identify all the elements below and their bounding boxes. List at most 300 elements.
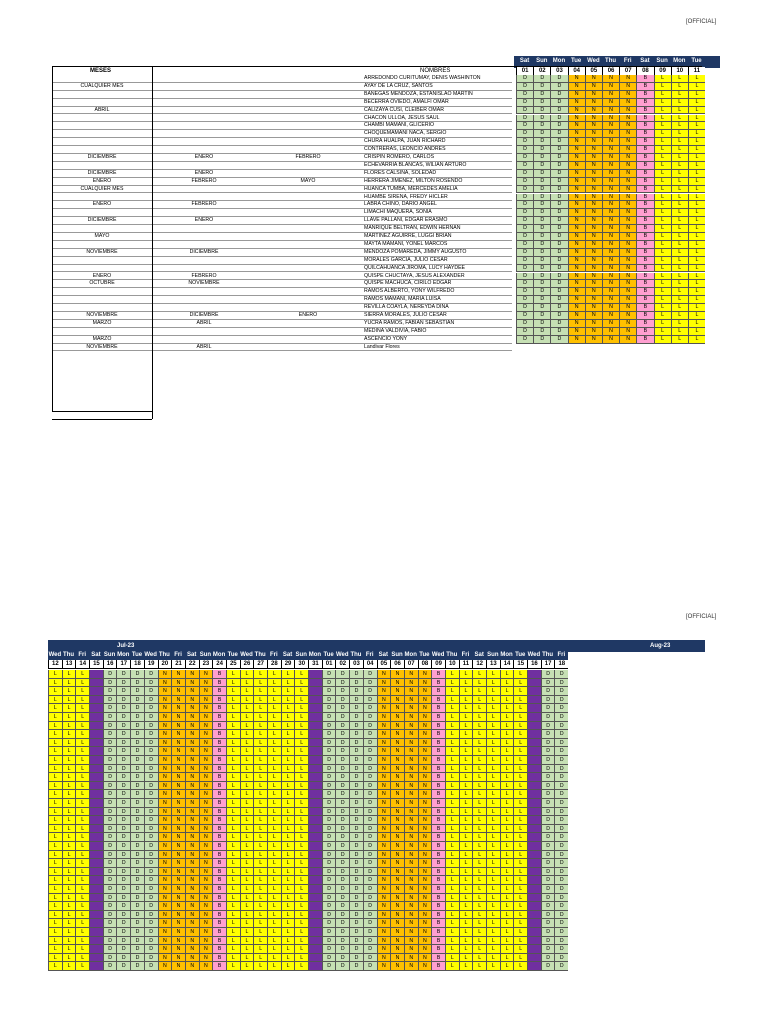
shift-cell: S [308, 704, 322, 713]
shift-cell: N [568, 249, 585, 257]
shift-cell: D [554, 911, 568, 920]
shift-cell: L [688, 328, 705, 336]
shift-cell: D [550, 138, 567, 146]
shift-cell: D [363, 894, 377, 903]
shift-cell: L [281, 773, 295, 782]
shift-cell: L [513, 868, 527, 877]
shift-cell: L [445, 911, 459, 920]
shift-cell: D [363, 730, 377, 739]
month-cell-2: FEBRERO [191, 272, 217, 279]
shift-cell: D [130, 713, 144, 722]
calendar-row [48, 782, 568, 791]
shift-cell: N [619, 233, 636, 241]
shift-cell: B [212, 885, 226, 894]
shift-cell: L [671, 107, 688, 115]
shift-cell: D [533, 75, 550, 83]
shift-cell: L [459, 765, 473, 774]
shift-cell: L [472, 670, 486, 679]
shift-cell: L [75, 687, 89, 696]
shift-cell: D [130, 851, 144, 860]
shift-cell: B [431, 756, 445, 765]
shift-cell: B [212, 919, 226, 928]
shift-cell: N [404, 808, 418, 817]
shift-cell: L [513, 808, 527, 817]
shift-cell: N [185, 919, 199, 928]
shift-cell: D [116, 919, 130, 928]
shift-cell: L [688, 162, 705, 170]
shift-cell: D [103, 687, 117, 696]
table-row [52, 162, 512, 170]
shift-cell: S [89, 713, 103, 722]
shift-cell: L [500, 799, 514, 808]
shift-cell: D [322, 670, 336, 679]
shift-cell: N [568, 225, 585, 233]
shift-cell: N [377, 730, 391, 739]
shift-cell: B [636, 296, 653, 304]
shift-cell: S [527, 945, 541, 954]
shift-cell: L [459, 833, 473, 842]
shift-cell: D [516, 138, 533, 146]
shift-cell: D [322, 816, 336, 825]
shift-cell: D [541, 765, 555, 774]
shift-cell: L [62, 851, 76, 860]
shift-cell: B [431, 739, 445, 748]
shift-cell: L [671, 91, 688, 99]
table-row [52, 154, 512, 162]
shift-cell: L [226, 713, 240, 722]
month-cell-3: ENERO [298, 312, 318, 318]
shift-cell: D [363, 808, 377, 817]
shift-cell: L [500, 937, 514, 946]
shift-cell: L [459, 825, 473, 834]
shift-cell: S [527, 808, 541, 817]
shift-cell: S [308, 894, 322, 903]
shift-cell: L [253, 747, 267, 756]
employee-name: REVILLA COAYLA, NEREYDA DINA [364, 304, 449, 311]
shift-cell: D [335, 739, 349, 748]
shift-cell: L [281, 782, 295, 791]
date-cell: 15 [89, 660, 103, 669]
shift-row [516, 241, 705, 249]
shift-cell: D [554, 739, 568, 748]
shift-cell: L [486, 765, 500, 774]
shift-cell: L [445, 808, 459, 817]
shift-cell: D [516, 312, 533, 320]
shift-cell: D [130, 782, 144, 791]
shift-cell: N [585, 217, 602, 225]
shift-cell: L [75, 670, 89, 679]
date-cell: 16 [103, 660, 117, 669]
shift-cell: L [62, 937, 76, 946]
shift-cell: N [418, 928, 432, 937]
shift-cell: B [431, 962, 445, 971]
shift-cell: L [62, 894, 76, 903]
shift-cell: D [349, 782, 363, 791]
shift-cell: S [89, 722, 103, 731]
shift-cell: L [513, 799, 527, 808]
shift-cell: N [602, 280, 619, 288]
shift-cell: N [185, 722, 199, 731]
shift-cell: L [486, 704, 500, 713]
date-cell: 08 [636, 67, 653, 75]
shift-cell: B [431, 747, 445, 756]
employee-name: LLAVE PALLANI, EDGAR ERASMO [364, 217, 448, 224]
shift-cell: L [240, 945, 254, 954]
shift-cell: L [75, 696, 89, 705]
shift-cell: L [253, 687, 267, 696]
shift-cell: N [390, 902, 404, 911]
official-label-top: [OFFICIAL] [686, 19, 717, 25]
shift-cell: N [199, 945, 213, 954]
shift-cell: N [619, 312, 636, 320]
shift-cell: N [568, 99, 585, 107]
weekday-cell: Sat [282, 652, 293, 658]
shift-cell: D [550, 288, 567, 296]
shift-cell: D [554, 799, 568, 808]
shift-cell: L [654, 336, 671, 344]
shift-cell: N [158, 722, 172, 731]
shift-cell: D [322, 911, 336, 920]
shift-cell: L [500, 902, 514, 911]
shift-cell: N [390, 747, 404, 756]
shift-cell: D [322, 808, 336, 817]
shift-cell: N [185, 799, 199, 808]
calendar-row [48, 945, 568, 954]
shift-cell: N [568, 138, 585, 146]
shift-cell: S [89, 687, 103, 696]
shift-cell: L [240, 773, 254, 782]
shift-cell: D [116, 722, 130, 731]
shift-cell: S [308, 825, 322, 834]
shift-cell: D [516, 217, 533, 225]
shift-cell: N [377, 782, 391, 791]
shift-cell: B [431, 876, 445, 885]
shift-cell: D [144, 730, 158, 739]
shift-cell: S [308, 851, 322, 860]
shift-cell: L [48, 679, 62, 688]
shift-cell: B [636, 130, 653, 138]
shift-cell: L [654, 138, 671, 146]
date-cell: 13 [62, 660, 76, 669]
shift-cell: N [404, 773, 418, 782]
shift-cell: L [459, 842, 473, 851]
shift-cell: N [602, 273, 619, 281]
shift-row [516, 194, 705, 202]
shift-cell: L [500, 756, 514, 765]
shift-cell: N [199, 722, 213, 731]
shift-cell: D [103, 790, 117, 799]
shift-row [516, 99, 705, 107]
shift-cell: L [500, 833, 514, 842]
calendar-row [48, 876, 568, 885]
shift-cell: B [636, 194, 653, 202]
shift-cell: D [554, 833, 568, 842]
shift-cell: D [335, 954, 349, 963]
shift-cell: L [253, 851, 267, 860]
shift-cell: L [513, 954, 527, 963]
shift-cell: B [636, 280, 653, 288]
shift-cell: N [390, 911, 404, 920]
shift-cell: L [688, 320, 705, 328]
date-cell: 31 [308, 660, 322, 669]
shift-cell: L [267, 885, 281, 894]
shift-cell: L [688, 154, 705, 162]
shift-cell: L [48, 919, 62, 928]
shift-cell: B [636, 99, 653, 107]
date-cell: 24 [212, 660, 226, 669]
shift-cell: N [171, 894, 185, 903]
table-row [52, 115, 512, 123]
shift-cell: D [144, 765, 158, 774]
shift-cell: D [363, 937, 377, 946]
shift-cell: N [185, 679, 199, 688]
shift-cell: N [390, 773, 404, 782]
shift-cell: L [513, 894, 527, 903]
shift-cell: L [48, 885, 62, 894]
shift-cell: S [89, 954, 103, 963]
shift-cell: L [459, 747, 473, 756]
shift-cell: L [654, 265, 671, 273]
shift-cell: L [48, 756, 62, 765]
shift-cell: L [513, 885, 527, 894]
shift-cell: L [445, 790, 459, 799]
shift-cell: D [103, 696, 117, 705]
shift-cell: N [199, 919, 213, 928]
shift-cell: D [550, 162, 567, 170]
shift-cell: B [636, 162, 653, 170]
shift-cell: L [62, 782, 76, 791]
shift-cell: N [171, 945, 185, 954]
shift-cell: N [404, 730, 418, 739]
table-row [52, 217, 512, 225]
shift-cell: L [472, 851, 486, 860]
shift-cell: N [171, 808, 185, 817]
shift-cell: L [459, 937, 473, 946]
shift-cell: L [445, 937, 459, 946]
shift-cell: D [322, 902, 336, 911]
shift-cell: S [308, 773, 322, 782]
shift-cell: L [445, 713, 459, 722]
shift-cell: L [513, 928, 527, 937]
shift-cell: L [48, 894, 62, 903]
shift-cell: L [688, 201, 705, 209]
shift-cell: L [240, 868, 254, 877]
shift-cell: N [158, 765, 172, 774]
shift-cell: N [404, 679, 418, 688]
shift-cell: L [226, 911, 240, 920]
shift-cell: L [281, 679, 295, 688]
shift-cell: L [654, 130, 671, 138]
shift-row [516, 288, 705, 296]
shift-cell: N [619, 115, 636, 123]
shift-cell: D [130, 816, 144, 825]
shift-cell: D [550, 209, 567, 217]
calendar-row [48, 670, 568, 679]
shift-cell: N [158, 885, 172, 894]
shift-cell: L [459, 962, 473, 971]
shift-cell: B [212, 894, 226, 903]
shift-cell: D [349, 962, 363, 971]
month-cell-2: NOVIEMBRE [188, 280, 220, 287]
shift-cell: D [541, 851, 555, 860]
calendar-date-header [48, 660, 568, 669]
shift-cell: N [185, 739, 199, 748]
shift-cell: L [654, 146, 671, 154]
employee-name: CHAMBI MAMANI, GLICERIO [364, 122, 435, 129]
shift-cell: D [533, 91, 550, 99]
shift-cell: L [240, 928, 254, 937]
table-row [52, 304, 512, 312]
shift-cell: L [513, 670, 527, 679]
weekday-cell: Sun [295, 652, 307, 658]
shift-cell: D [516, 162, 533, 170]
shift-cell: N [568, 130, 585, 138]
shift-cell: S [527, 739, 541, 748]
shift-cell: N [585, 122, 602, 130]
shift-cell: L [688, 312, 705, 320]
shift-cell: N [404, 833, 418, 842]
month-cell-2: DICIEMBRE [189, 248, 219, 255]
shift-cell: N [404, 876, 418, 885]
shift-cell: N [404, 687, 418, 696]
shift-cell: L [472, 902, 486, 911]
shift-cell: L [688, 186, 705, 194]
shift-cell: L [48, 833, 62, 842]
shift-cell: N [377, 851, 391, 860]
shift-cell: N [568, 336, 585, 344]
shift-cell: N [199, 876, 213, 885]
date-cell: 06 [390, 660, 404, 669]
shift-cell: N [390, 868, 404, 877]
table-row [52, 138, 512, 146]
calendar-row [48, 894, 568, 903]
shift-cell: B [431, 722, 445, 731]
shift-cell: D [335, 945, 349, 954]
shift-cell: D [363, 696, 377, 705]
shift-cell: S [89, 937, 103, 946]
shift-cell: L [671, 273, 688, 281]
shift-cell: L [513, 730, 527, 739]
shift-row [516, 75, 705, 83]
shift-cell: N [568, 320, 585, 328]
shift-cell: D [335, 868, 349, 877]
shift-cell: D [541, 876, 555, 885]
shift-cell: D [144, 937, 158, 946]
shift-cell: L [472, 704, 486, 713]
employee-name: CALIZAYA CUSI, CLEIBER OMAR [364, 106, 444, 113]
shift-cell: L [75, 937, 89, 946]
date-cell: 20 [158, 660, 172, 669]
shift-cell: N [377, 962, 391, 971]
shift-cell: D [554, 894, 568, 903]
shift-cell: L [445, 894, 459, 903]
shift-cell: D [550, 75, 567, 83]
shift-cell: D [103, 747, 117, 756]
shift-cell: N [619, 107, 636, 115]
shift-cell: L [500, 782, 514, 791]
shift-cell: N [390, 704, 404, 713]
shift-cell: L [62, 833, 76, 842]
shift-cell: D [550, 91, 567, 99]
shift-cell: N [377, 928, 391, 937]
shift-cell: L [75, 954, 89, 963]
shift-cell: N [418, 954, 432, 963]
shift-cell: L [486, 859, 500, 868]
shift-cell: D [349, 911, 363, 920]
shift-cell: L [240, 937, 254, 946]
shift-cell: L [62, 704, 76, 713]
shift-cell: D [541, 782, 555, 791]
shift-cell: D [533, 320, 550, 328]
shift-cell: B [636, 154, 653, 162]
shift-cell: N [602, 170, 619, 178]
shift-cell: L [281, 670, 295, 679]
shift-cell: L [500, 876, 514, 885]
shift-cell: D [322, 765, 336, 774]
shift-cell: B [212, 868, 226, 877]
shift-cell: L [654, 162, 671, 170]
shift-cell: D [516, 178, 533, 186]
shift-cell: B [212, 670, 226, 679]
shift-cell: L [459, 954, 473, 963]
shift-cell: D [541, 679, 555, 688]
shift-cell: B [636, 265, 653, 273]
shift-cell: D [144, 747, 158, 756]
shift-cell: L [445, 902, 459, 911]
date-cell: 02 [335, 660, 349, 669]
month-cell-1: NOVIEMBRE [86, 248, 118, 255]
shift-cell: L [48, 876, 62, 885]
shift-cell: L [671, 115, 688, 123]
date-cell: 11 [459, 660, 473, 669]
shift-cell: D [349, 722, 363, 731]
month-cell-1: NOVIEMBRE [86, 312, 118, 318]
shift-cell: L [500, 859, 514, 868]
shift-cell: B [636, 186, 653, 194]
shift-cell: L [75, 799, 89, 808]
shift-cell: L [654, 194, 671, 202]
shift-cell: B [431, 919, 445, 928]
shift-cell: B [212, 902, 226, 911]
shift-cell: L [294, 696, 308, 705]
shift-cell: L [486, 773, 500, 782]
shift-cell: L [445, 954, 459, 963]
shift-cell: D [144, 885, 158, 894]
shift-cell: L [62, 713, 76, 722]
shift-cell: D [516, 257, 533, 265]
shift-cell: D [116, 885, 130, 894]
weekday-cell: Sat [378, 652, 389, 658]
shift-cell: N [185, 790, 199, 799]
shift-cell: N [199, 842, 213, 851]
shift-cell: L [62, 730, 76, 739]
shift-cell: L [654, 170, 671, 178]
shift-cell: L [226, 954, 240, 963]
shift-cell: L [688, 130, 705, 138]
shift-cell: D [322, 954, 336, 963]
shift-cell: D [516, 130, 533, 138]
date-cell: 09 [431, 660, 445, 669]
shift-cell: L [486, 782, 500, 791]
shift-cell: L [240, 816, 254, 825]
shift-cell: L [240, 885, 254, 894]
calendar-row [48, 773, 568, 782]
shift-cell: N [568, 194, 585, 202]
shift-cell: N [199, 928, 213, 937]
shift-cell: N [568, 288, 585, 296]
calendar-row [48, 919, 568, 928]
shift-cell: N [199, 851, 213, 860]
